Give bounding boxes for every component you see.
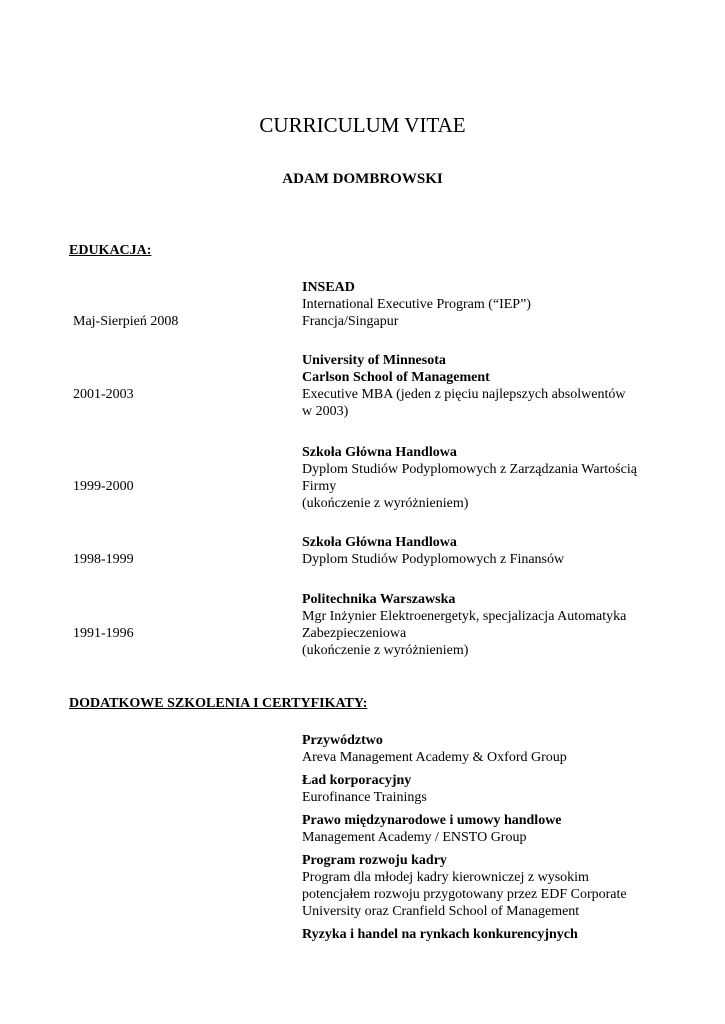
certificate-item — [302, 852, 662, 920]
education-detail: International Executive Program (“IEP”) — [302, 297, 531, 312]
education-date: 1991-1996 — [73, 626, 134, 641]
education-detail: Francja/Singapur — [302, 314, 399, 329]
certificate-title: Ład korporacyjny — [302, 773, 412, 788]
certificates-heading: DODATKOWE SZKOLENIA I CERTYFIKATY: — [69, 696, 368, 711]
institution-name: INSEAD — [302, 280, 355, 295]
certificate-detail: University oraz Cranfield School of Management — [302, 904, 580, 919]
institution-name: Szkoła Główna Handlowa — [302, 445, 457, 460]
certificate-title: Ryzyka i handel na rynkach konkurencyjnych — [302, 927, 578, 942]
certificate-detail: Areva Management Academy & Oxford Group — [302, 750, 567, 765]
education-detail: Firmy — [302, 479, 337, 494]
education-detail: (ukończenie z wyróżnieniem) — [302, 643, 469, 658]
certificate-detail: Management Academy / ENSTO Group — [302, 830, 527, 845]
institution-name: Szkoła Główna Handlowa — [302, 535, 457, 550]
certificate-title: Program rozwoju kadry — [302, 853, 447, 868]
education-detail: Executive MBA (jeden z pięciu najlepszych absolwentów — [302, 387, 626, 402]
certificate-item — [302, 772, 662, 806]
certificate-detail: Program dla młodej kadry kierowniczej z wysokim — [302, 870, 589, 885]
institution-name: Carlson School of Management — [302, 370, 490, 385]
education-detail: Zabezpieczeniowa — [302, 626, 407, 641]
education-date: 1999-2000 — [73, 479, 134, 494]
certificate-item — [302, 926, 662, 943]
education-detail: Dyplom Studiów Podyplomowych z Finansów — [302, 552, 565, 567]
education-entry-body — [302, 444, 662, 512]
education-entry-body — [302, 591, 662, 659]
certificate-detail: Eurofinance Trainings — [302, 790, 427, 805]
education-date: 2001-2003 — [73, 387, 134, 402]
education-detail: w 2003) — [302, 404, 349, 419]
certificates-list — [302, 732, 662, 949]
certificate-title: Przywództwo — [302, 733, 383, 748]
education-detail: (ukończenie z wyróżnieniem) — [302, 496, 469, 511]
institution-name: Politechnika Warszawska — [302, 592, 456, 607]
document-title: CURRICULUM VITAE — [259, 113, 466, 137]
certificate-item — [302, 732, 662, 766]
education-date: Maj-Sierpień 2008 — [73, 314, 179, 329]
certificate-detail: potencjałem rozwoju przygotowany przez EDF Corporate — [302, 887, 627, 902]
education-date: 1998-1999 — [73, 552, 134, 567]
certificate-item — [302, 812, 662, 846]
education-entry-body — [302, 352, 662, 420]
education-heading: EDUKACJA: — [69, 243, 152, 258]
education-detail: Dyplom Studiów Podyplomowych z Zarządzania Wartością — [302, 462, 637, 477]
education-entry-body — [302, 534, 662, 568]
education-detail: Mgr Inżynier Elektroenergetyk, specjalizacja Automatyka — [302, 609, 627, 624]
institution-name: University of Minnesota — [302, 353, 446, 368]
person-name: ADAM DOMBROWSKI — [282, 171, 443, 187]
education-entry-body — [302, 279, 662, 330]
certificate-title: Prawo międzynarodowe i umowy handlowe — [302, 813, 562, 828]
